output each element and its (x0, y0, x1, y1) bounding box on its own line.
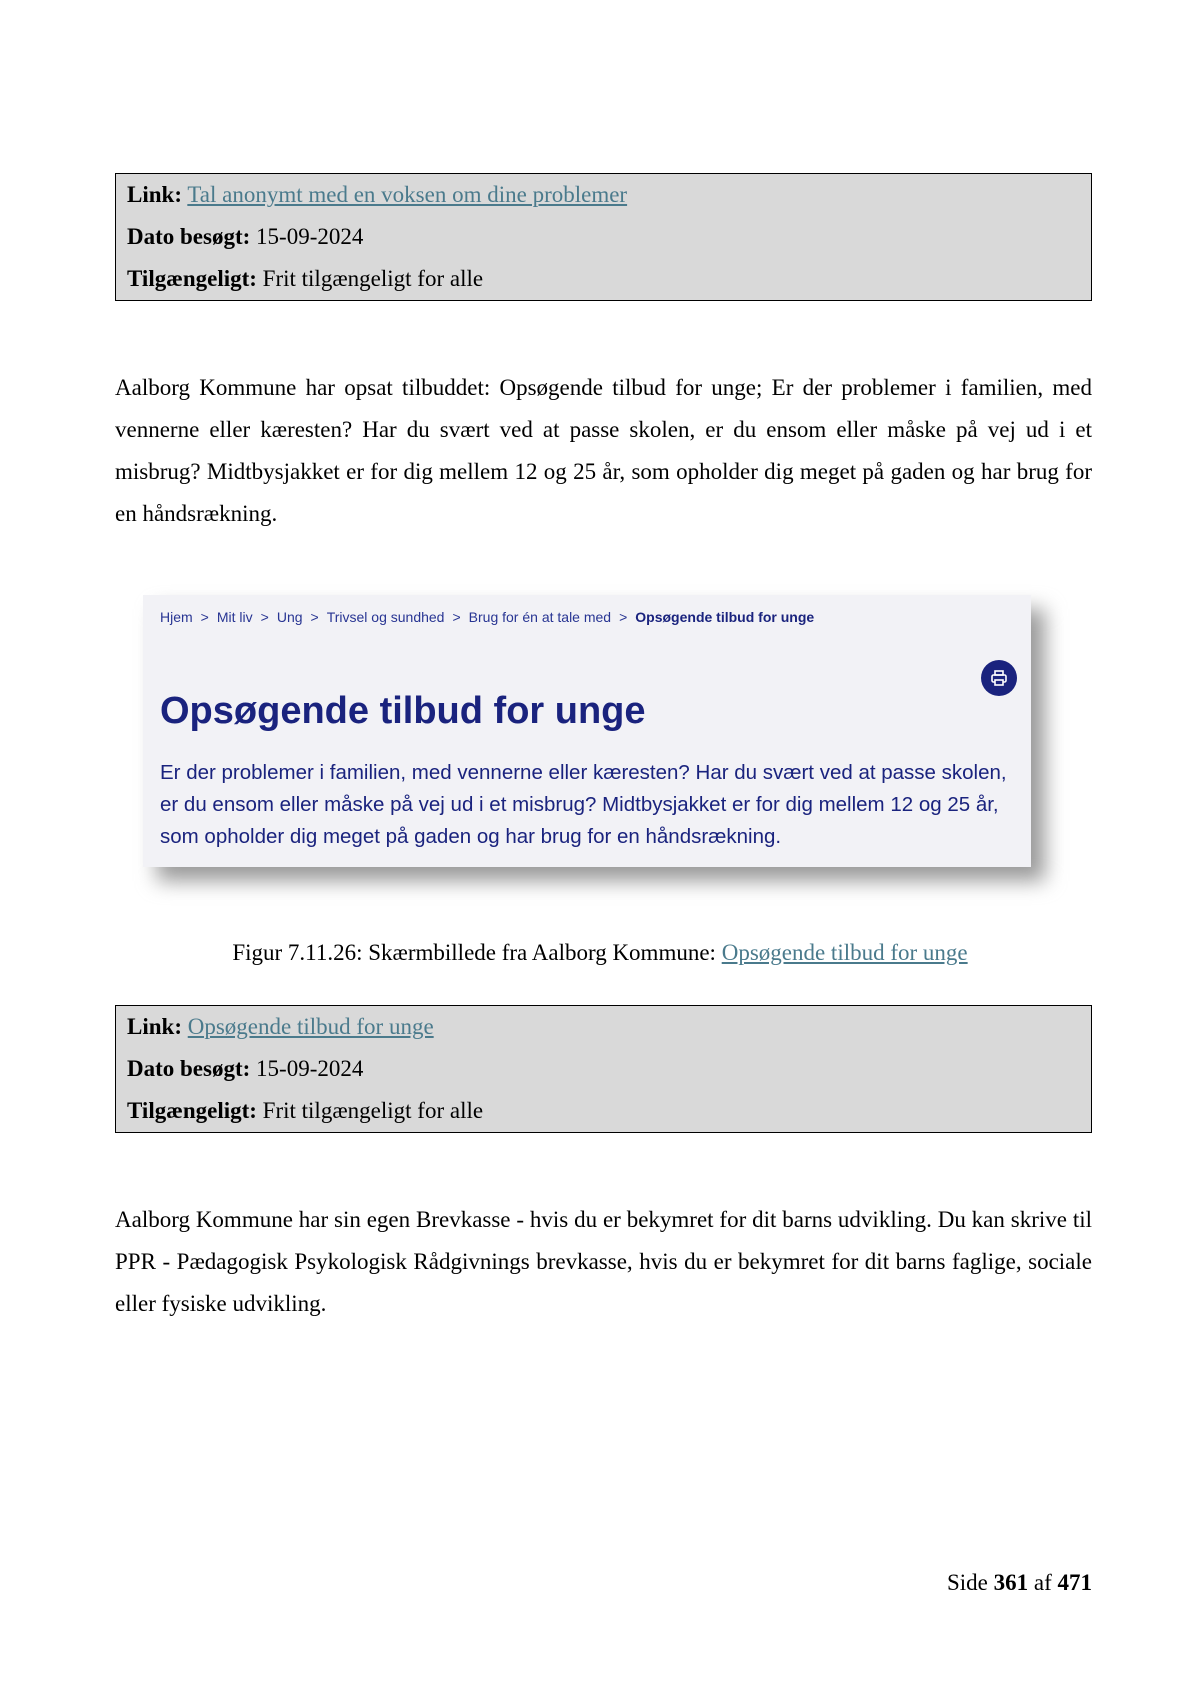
date-row (127, 1048, 1080, 1090)
source-link[interactable]: Opsøgende tilbud for unge (187, 1014, 434, 1039)
date-row (127, 216, 1080, 258)
body-paragraph-2: Aalborg Kommune har sin egen Brevkasse - hvis du er bekymret for dit barns udvikling. Du kan skrive til PPR - Pædagogisk Psykologisk Rådgivnings brevkasse, hvis du er bekymret for dit barns faglige, sociale eller fysiske udvikling. (115, 1207, 1092, 1316)
breadcrumb-separator: > (619, 609, 628, 625)
screenshot-intro: Er der problemer i familien, med vennerne eller kæresten? Har du svært ved at passe skolen, er du ensom eller måske på vej ud i et misbrug? Midtbysjakket er for dig mellem 12 og 25 år, som opholder dig meget på gaden og har brug for en håndsrækning. (160, 761, 1007, 848)
embedded-screenshot (143, 595, 1031, 867)
breadcrumb-separator: > (310, 609, 319, 625)
breadcrumb (160, 609, 814, 625)
breadcrumb-item-trivsel[interactable]: Trivsel og sundhed (326, 609, 445, 625)
breadcrumb-separator: > (260, 609, 269, 625)
link-label: Link: (127, 182, 182, 207)
link-row (127, 174, 1080, 216)
access-row (127, 258, 1080, 300)
access-row (127, 1090, 1080, 1132)
breadcrumb-item-brug-for[interactable]: Brug for én at tale med (468, 609, 612, 625)
breadcrumb-separator: > (452, 609, 461, 625)
figure-caption (0, 932, 1200, 974)
screenshot-panel (143, 595, 1031, 867)
access-value: Frit tilgængeligt for alle (262, 266, 484, 291)
caption-link[interactable]: Opsøgende tilbud for unge (721, 940, 968, 965)
printer-icon (990, 669, 1008, 687)
page-side-label: Side (946, 1570, 988, 1595)
access-value: Frit tilgængeligt for alle (262, 1098, 484, 1123)
breadcrumb-item-mit-liv[interactable]: Mit liv (216, 609, 253, 625)
date-label: Dato besøgt: (127, 224, 251, 249)
breadcrumb-item-hjem[interactable]: Hjem (160, 609, 193, 625)
info-box-1 (115, 173, 1092, 301)
breadcrumb-current: Opsøgende tilbud for unge (635, 609, 815, 625)
current-page: 361 (993, 1570, 1029, 1595)
date-value: 15-09-2024 (256, 224, 364, 249)
total-pages: 471 (1057, 1570, 1092, 1595)
access-label: Tilgængeligt: (127, 266, 257, 291)
breadcrumb-separator: > (200, 609, 209, 625)
link-label: Link: (127, 1014, 182, 1039)
breadcrumb-item-ung[interactable]: Ung (276, 609, 303, 625)
info-box-2 (115, 1005, 1092, 1133)
print-button[interactable] (981, 660, 1017, 696)
date-value: 15-09-2024 (256, 1056, 364, 1081)
screenshot-heading: Opsøgende tilbud for unge (160, 690, 646, 732)
page-number (947, 1562, 1092, 1604)
date-label: Dato besøgt: (127, 1056, 251, 1081)
body-paragraph-1: Aalborg Kommune har opsat tilbuddet: Opsøgende tilbud for unge; Er der problemer i familien, med vennerne eller kæresten? Har du svært ved at passe skolen, er du ensom eller måske på vej ud i et misbrug? Midtbysjakket er for dig mellem 12 og 25 år, som opholder dig meget på gaden og har brug for en håndsrækning. (115, 375, 1092, 526)
access-label: Tilgængeligt: (127, 1098, 257, 1123)
page-of-label: af (1033, 1570, 1052, 1595)
link-row (127, 1006, 1080, 1048)
source-link[interactable]: Tal anonymt med en voksen om dine problemer (187, 182, 628, 207)
caption-prefix: Figur 7.11.26: Skærmbillede fra Aalborg Kommune: (232, 940, 716, 965)
